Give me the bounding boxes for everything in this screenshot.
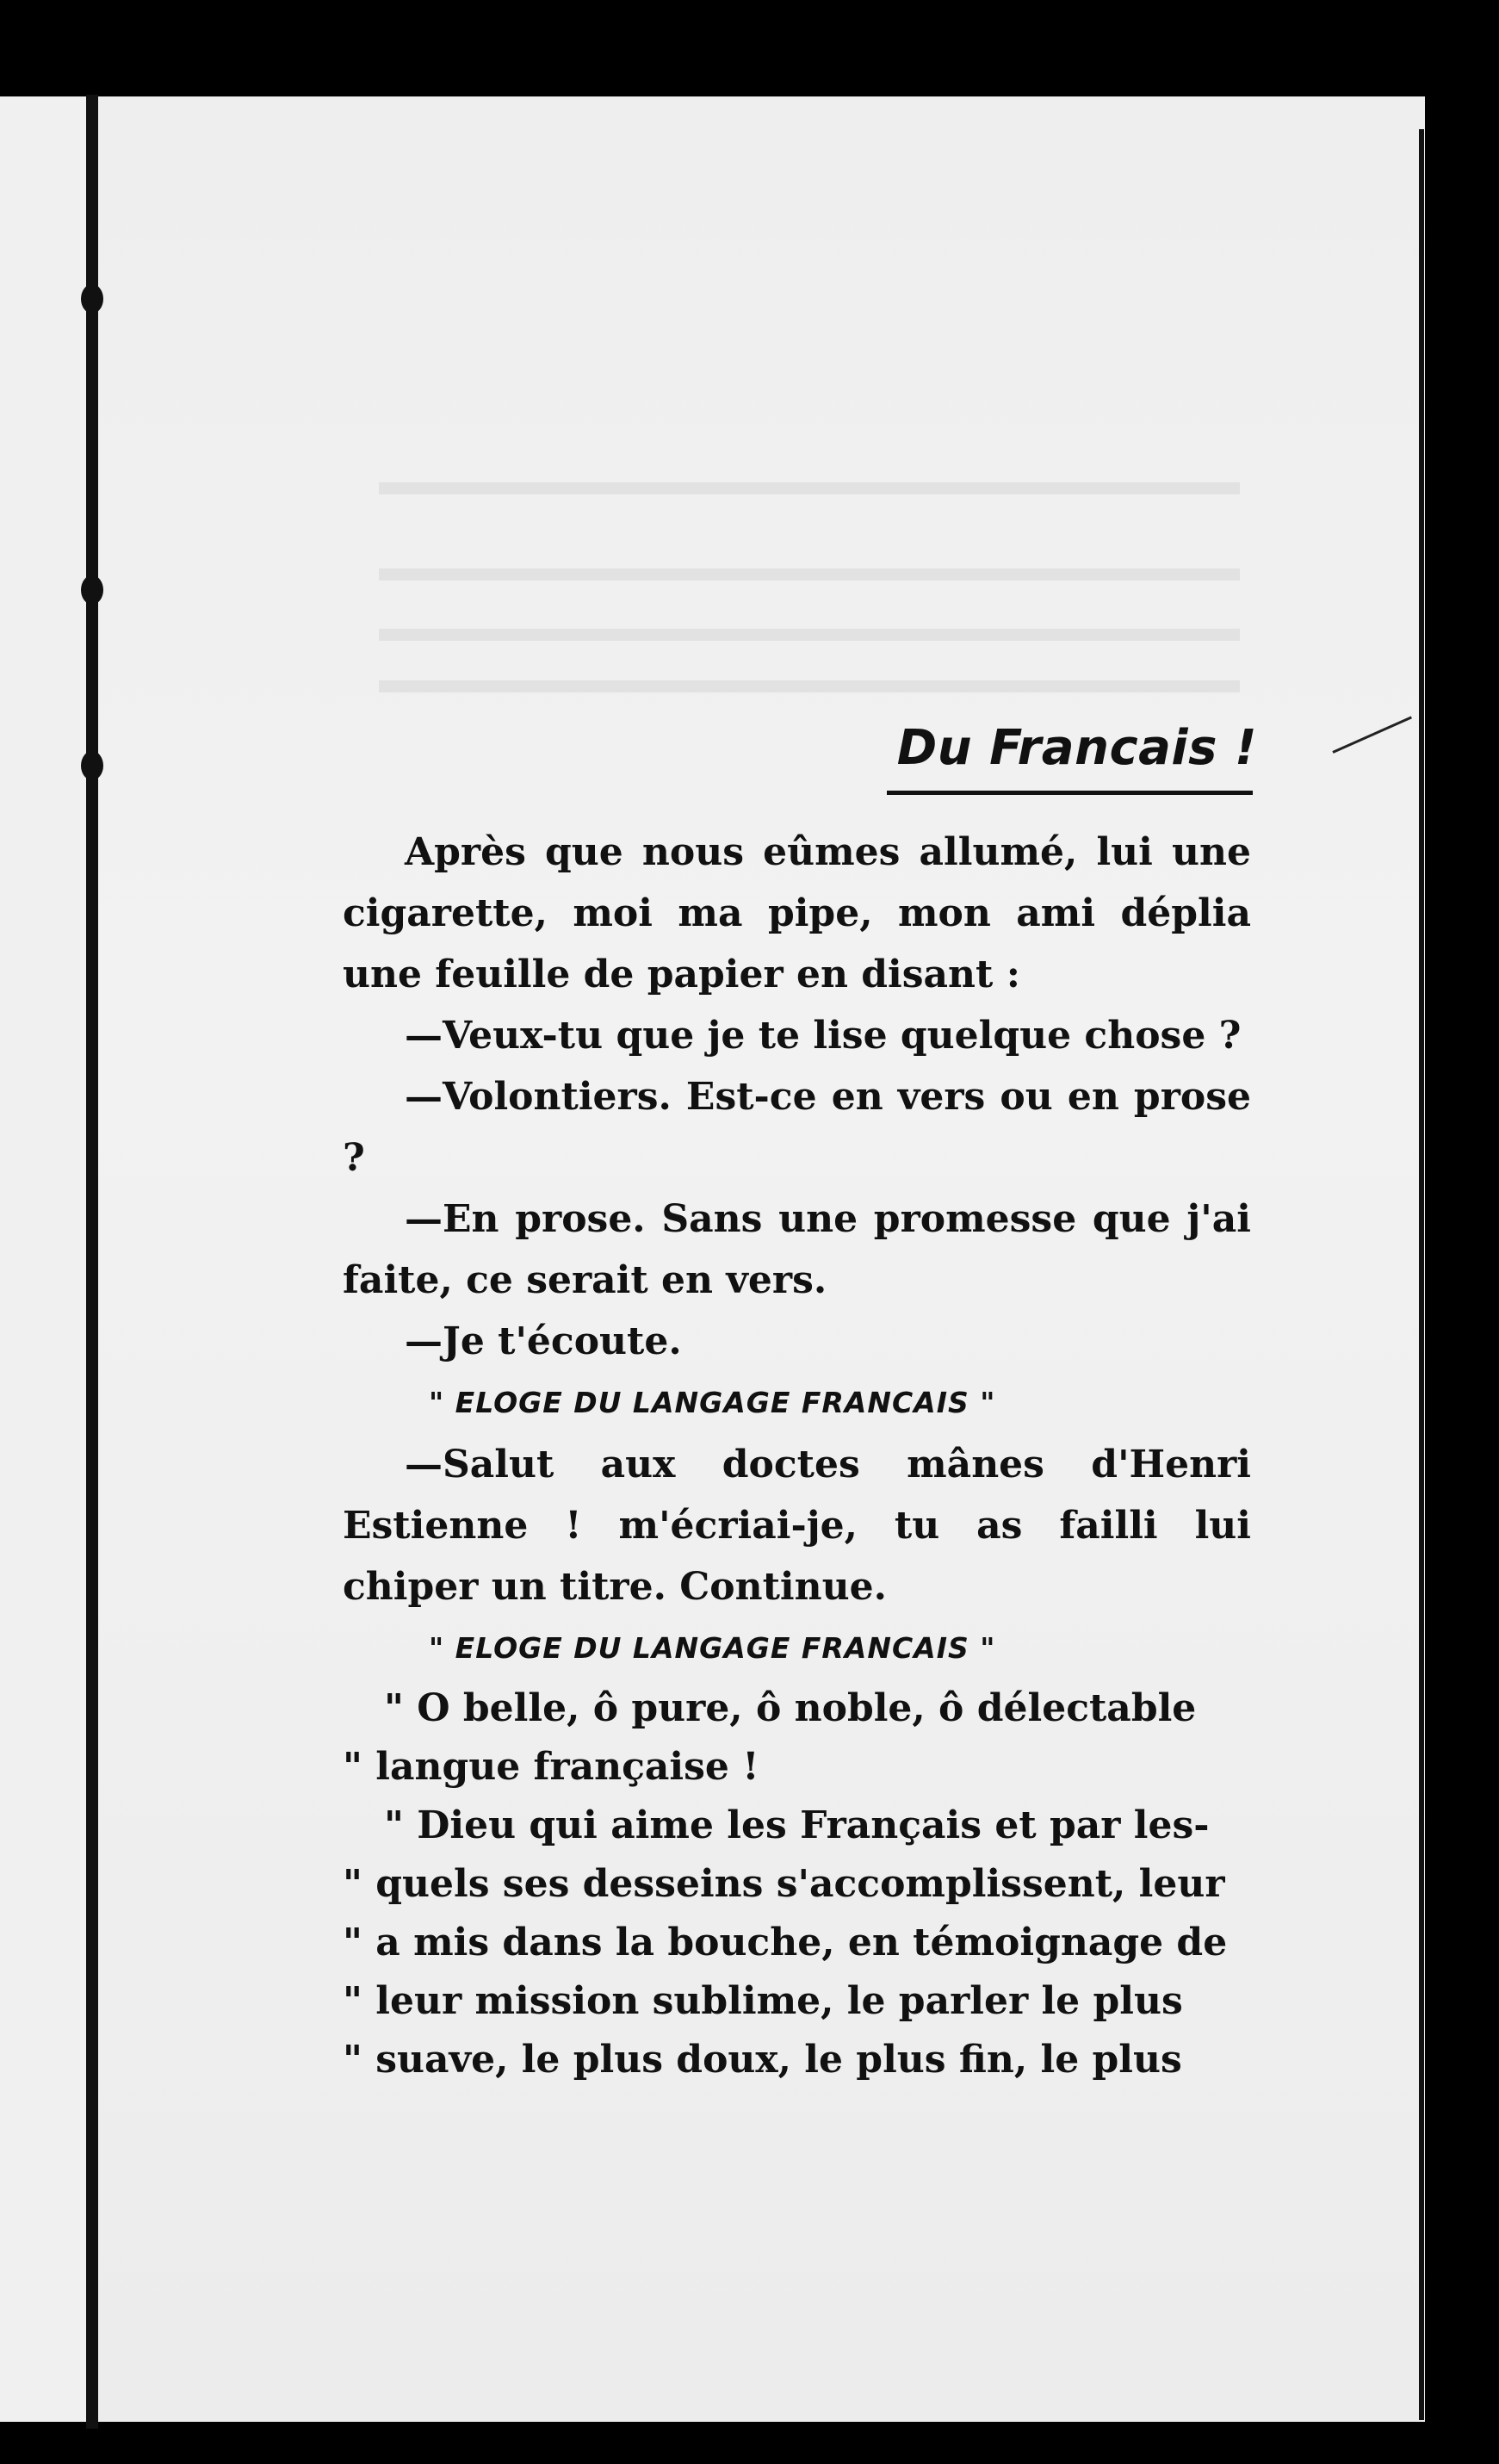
section-title: " ELOGE DU LANGAGE FRANCAIS " — [429, 1386, 996, 1419]
bleed-through-line — [379, 629, 1240, 641]
page-header: Du Francais ! — [896, 720, 1257, 776]
binding-spine — [86, 95, 98, 2429]
section-title: " ELOGE DU LANGAGE FRANCAIS " — [429, 1631, 996, 1665]
page-right-edge — [1419, 129, 1424, 2420]
body-text — [343, 822, 1251, 2089]
paragraph: —Veux-tu que je te lise quelque chose ? — [405, 1014, 1242, 1058]
bleed-through-line — [379, 482, 1240, 494]
quote-line: " quels ses desseins s'accomplissent, leur — [343, 1862, 1225, 1906]
quote-line: " suave, le plus doux, le plus fin, le plus — [343, 2038, 1182, 2082]
binding-mark — [81, 751, 103, 780]
paragraph: —Je t'écoute. — [405, 1319, 682, 1363]
header-underline — [887, 791, 1253, 795]
bleed-through-line — [379, 568, 1240, 580]
quote-line: " leur mission sublime, le parler le plus — [343, 1979, 1183, 2023]
quote-line: " O belle, ô pure, ô noble, ô délectable — [384, 1686, 1197, 1730]
binding-mark — [81, 575, 103, 605]
quote-line: " a mis dans la bouche, en témoignage de — [343, 1921, 1228, 1964]
facing-page-edge — [0, 96, 86, 2422]
bleed-through-line — [379, 680, 1240, 692]
quote-line: " langue française ! — [343, 1745, 759, 1789]
paragraph: —En prose. Sans une promesse que j'ai faite, ce serait en vers. — [343, 1197, 1251, 1302]
paragraph: —Salut aux doctes mânes d'Henri Estienne ! m'écriai-je, tu as failli lui chiper un titre. Continue. — [343, 1443, 1251, 1609]
paragraph: —Volontiers. Est-ce en vers ou en prose ? — [343, 1075, 1251, 1180]
binding-mark — [81, 284, 103, 313]
quote-line: " Dieu qui aime les Français et par les- — [384, 1803, 1210, 1847]
paragraph: Après que nous eûmes allumé, lui une cigarette, moi ma pipe, mon ami déplia une feuille de papier en disant : — [343, 830, 1251, 996]
